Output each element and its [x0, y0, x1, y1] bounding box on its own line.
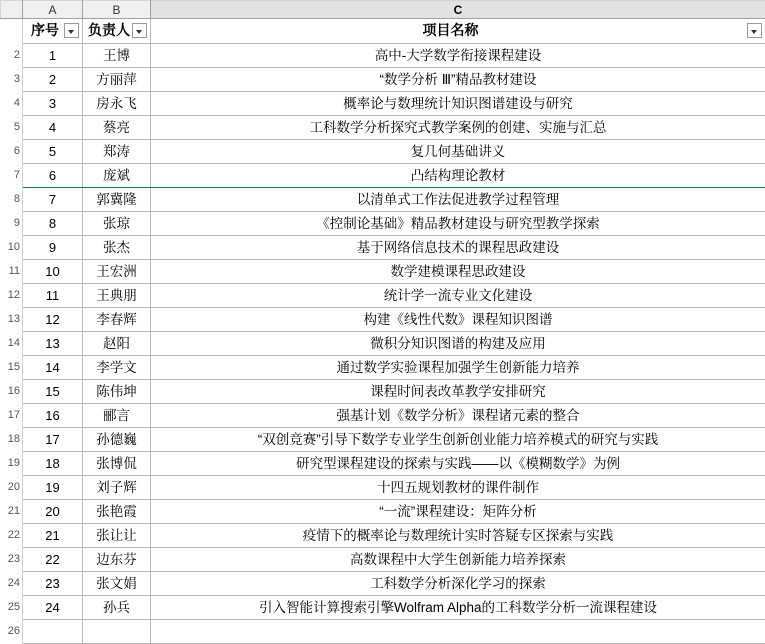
- column-header-row[interactable]: [1, 1, 765, 19]
- row-header[interactable]: 13: [1, 307, 23, 331]
- table-row[interactable]: [1, 595, 765, 619]
- cell-project[interactable]: 工科数学分析探究式教学案例的创建、实施与汇总: [151, 115, 765, 139]
- table-row[interactable]: [1, 379, 765, 403]
- cell-person[interactable]: 张杰: [83, 235, 151, 259]
- table-row[interactable]: [1, 547, 765, 571]
- cell-person[interactable]: 李春辉: [83, 307, 151, 331]
- row-header[interactable]: 19: [1, 451, 23, 475]
- cell-no[interactable]: 22: [23, 547, 83, 571]
- row-header[interactable]: 23: [1, 547, 23, 571]
- cell-project[interactable]: 课程时间表改革教学安排研究: [151, 379, 765, 403]
- table-row[interactable]: [1, 403, 765, 427]
- cell-person[interactable]: 郦言: [83, 403, 151, 427]
- cell-person[interactable]: 王博: [83, 43, 151, 67]
- cell-person[interactable]: 王宏洲: [83, 259, 151, 283]
- table-row-empty[interactable]: [1, 619, 765, 643]
- cell-project[interactable]: 强基计划《数学分析》课程诸元素的整合: [151, 403, 765, 427]
- table-row[interactable]: [1, 67, 765, 91]
- header-label-no: 序号: [26, 20, 79, 41]
- cell-project[interactable]: 工科数学分析深化学习的探索: [151, 571, 765, 595]
- cell-no[interactable]: 16: [23, 403, 83, 427]
- cell-no[interactable]: 20: [23, 499, 83, 523]
- cell-no[interactable]: 21: [23, 523, 83, 547]
- cell-no[interactable]: 4: [23, 115, 83, 139]
- cell-no[interactable]: 19: [23, 475, 83, 499]
- row-header[interactable]: 9: [1, 211, 23, 235]
- row-header[interactable]: 18: [1, 427, 23, 451]
- row-header[interactable]: 17: [1, 403, 23, 427]
- row-header[interactable]: 6: [1, 139, 23, 163]
- select-all-corner[interactable]: [1, 1, 23, 19]
- row-header[interactable]: 21: [1, 499, 23, 523]
- row-header[interactable]: 11: [1, 259, 23, 283]
- cell-person[interactable]: 房永飞: [83, 91, 151, 115]
- cell-no[interactable]: 5: [23, 139, 83, 163]
- cell-project[interactable]: 复几何基础讲义: [151, 139, 765, 163]
- table-row[interactable]: [1, 91, 765, 115]
- table-row[interactable]: [1, 523, 765, 547]
- cell-no[interactable]: 15: [23, 379, 83, 403]
- table-row[interactable]: [1, 571, 765, 595]
- cell-no[interactable]: 1: [23, 43, 83, 67]
- cell-person[interactable]: 赵阳: [83, 331, 151, 355]
- cell-no[interactable]: 8: [23, 211, 83, 235]
- cell-person[interactable]: 郑涛: [83, 139, 151, 163]
- header-cell-project[interactable]: [151, 19, 765, 44]
- cell-no[interactable]: 17: [23, 427, 83, 451]
- cell-no[interactable]: 11: [23, 283, 83, 307]
- cell-person[interactable]: 张艳霞: [83, 499, 151, 523]
- row-header[interactable]: 12: [1, 283, 23, 307]
- cell-empty[interactable]: [83, 619, 151, 643]
- cell-project[interactable]: 数学建模课程思政建设: [151, 259, 765, 283]
- column-header-b[interactable]: B: [83, 1, 151, 19]
- table-row[interactable]: [1, 43, 765, 67]
- row-header[interactable]: 26: [1, 619, 23, 643]
- row-header[interactable]: 10: [1, 235, 23, 259]
- row-header[interactable]: 15: [1, 355, 23, 379]
- table-row[interactable]: [1, 283, 765, 307]
- cell-project[interactable]: “数学分析 Ⅲ”精品教材建设: [151, 67, 765, 91]
- row-header[interactable]: 16: [1, 379, 23, 403]
- row-header[interactable]: 4: [1, 91, 23, 115]
- cell-project[interactable]: 凸结构理论教材: [151, 163, 765, 187]
- column-header-c[interactable]: C: [151, 1, 765, 19]
- cell-project[interactable]: 高中-大学数学衔接课程建设: [151, 43, 765, 67]
- cell-project[interactable]: 研究型课程建设的探索与实践——以《模糊数学》为例: [151, 451, 765, 475]
- cell-project[interactable]: 通过数学实验课程加强学生创新能力培养: [151, 355, 765, 379]
- cell-project[interactable]: 《控制论基础》精品教材建设与研究型教学探索: [151, 211, 765, 235]
- cell-no[interactable]: 6: [23, 163, 83, 187]
- filter-dropdown-b-icon[interactable]: [132, 23, 147, 38]
- cell-person[interactable]: 孙兵: [83, 595, 151, 619]
- cell-no[interactable]: 13: [23, 331, 83, 355]
- cell-person[interactable]: 张文娟: [83, 571, 151, 595]
- cell-person[interactable]: 边东芬: [83, 547, 151, 571]
- cell-no[interactable]: 9: [23, 235, 83, 259]
- row-header[interactable]: 7: [1, 163, 23, 187]
- cell-project[interactable]: 微积分知识图谱的构建及应用: [151, 331, 765, 355]
- cell-person[interactable]: 刘子辉: [83, 475, 151, 499]
- cell-person[interactable]: 庞斌: [83, 163, 151, 187]
- table-row[interactable]: [1, 259, 765, 283]
- table-row[interactable]: [1, 427, 765, 451]
- row-header[interactable]: 22: [1, 523, 23, 547]
- row-header[interactable]: 8: [1, 187, 23, 211]
- cell-no[interactable]: 23: [23, 571, 83, 595]
- cell-person[interactable]: 陈伟坤: [83, 379, 151, 403]
- cell-project[interactable]: 构建《线性代数》课程知识图谱: [151, 307, 765, 331]
- header-label-project: 项目名称: [154, 20, 762, 41]
- cell-project[interactable]: 疫情下的概率论与数理统计实时答疑专区探索与实践: [151, 523, 765, 547]
- table-row[interactable]: [1, 235, 765, 259]
- cell-no[interactable]: 12: [23, 307, 83, 331]
- cell-project[interactable]: 引入智能计算搜索引擎Wolfram Alpha的工科数学分析一流课程建设: [151, 595, 765, 619]
- table-row[interactable]: [1, 307, 765, 331]
- table-row[interactable]: [1, 499, 765, 523]
- table-header-row: [1, 19, 765, 44]
- cell-person[interactable]: 张让让: [83, 523, 151, 547]
- cell-no[interactable]: 24: [23, 595, 83, 619]
- row-header[interactable]: 3: [1, 67, 23, 91]
- cell-empty[interactable]: [151, 619, 765, 643]
- table-row[interactable]: [1, 475, 765, 499]
- header-cell-person[interactable]: [83, 19, 151, 44]
- table-row[interactable]: [1, 355, 765, 379]
- header-label-person: 负责人: [86, 20, 147, 41]
- table-row[interactable]: [1, 163, 765, 187]
- filter-dropdown-a-icon[interactable]: [64, 23, 79, 38]
- cell-project[interactable]: 统计学一流专业文化建设: [151, 283, 765, 307]
- table-row[interactable]: [1, 331, 765, 355]
- cell-no[interactable]: 7: [23, 187, 83, 211]
- cell-person[interactable]: 蔡亮: [83, 115, 151, 139]
- row-header[interactable]: [1, 19, 23, 44]
- cell-person[interactable]: 李学文: [83, 355, 151, 379]
- table-row[interactable]: [1, 115, 765, 139]
- cell-person[interactable]: 张琼: [83, 211, 151, 235]
- table-row[interactable]: [1, 187, 765, 211]
- row-header[interactable]: 5: [1, 115, 23, 139]
- cell-project[interactable]: 十四五规划教材的课件制作: [151, 475, 765, 499]
- table-row[interactable]: [1, 139, 765, 163]
- row-header[interactable]: 24: [1, 571, 23, 595]
- column-header-a[interactable]: A: [23, 1, 83, 19]
- cell-project[interactable]: 基于网络信息技术的课程思政建设: [151, 235, 765, 259]
- cell-empty[interactable]: [23, 619, 83, 643]
- cell-person[interactable]: 方丽萍: [83, 67, 151, 91]
- cell-project[interactable]: 高数课程中大学生创新能力培养探索: [151, 547, 765, 571]
- table-row[interactable]: [1, 451, 765, 475]
- cell-person[interactable]: 郭冀隆: [83, 187, 151, 211]
- row-header[interactable]: 14: [1, 331, 23, 355]
- cell-project[interactable]: “一流”课程建设：矩阵分析: [151, 499, 765, 523]
- filter-dropdown-c-icon[interactable]: [747, 23, 762, 38]
- cell-person[interactable]: 王典朋: [83, 283, 151, 307]
- cell-project[interactable]: “双创竞赛”引导下数学专业学生创新创业能力培养模式的研究与实践: [151, 427, 765, 451]
- cell-no[interactable]: 10: [23, 259, 83, 283]
- row-header[interactable]: 2: [1, 43, 23, 67]
- cell-person[interactable]: 孙德巍: [83, 427, 151, 451]
- header-cell-no[interactable]: [23, 19, 83, 44]
- table-row[interactable]: [1, 211, 765, 235]
- row-header[interactable]: 20: [1, 475, 23, 499]
- row-header[interactable]: 25: [1, 595, 23, 619]
- cell-person[interactable]: 张博侃: [83, 451, 151, 475]
- cell-no[interactable]: 14: [23, 355, 83, 379]
- cell-project[interactable]: 以清单式工作法促进教学过程管理: [151, 187, 765, 211]
- cell-no[interactable]: 18: [23, 451, 83, 475]
- cell-no[interactable]: 2: [23, 67, 83, 91]
- cell-no[interactable]: 3: [23, 91, 83, 115]
- cell-project[interactable]: 概率论与数理统计知识图谱建设与研究: [151, 91, 765, 115]
